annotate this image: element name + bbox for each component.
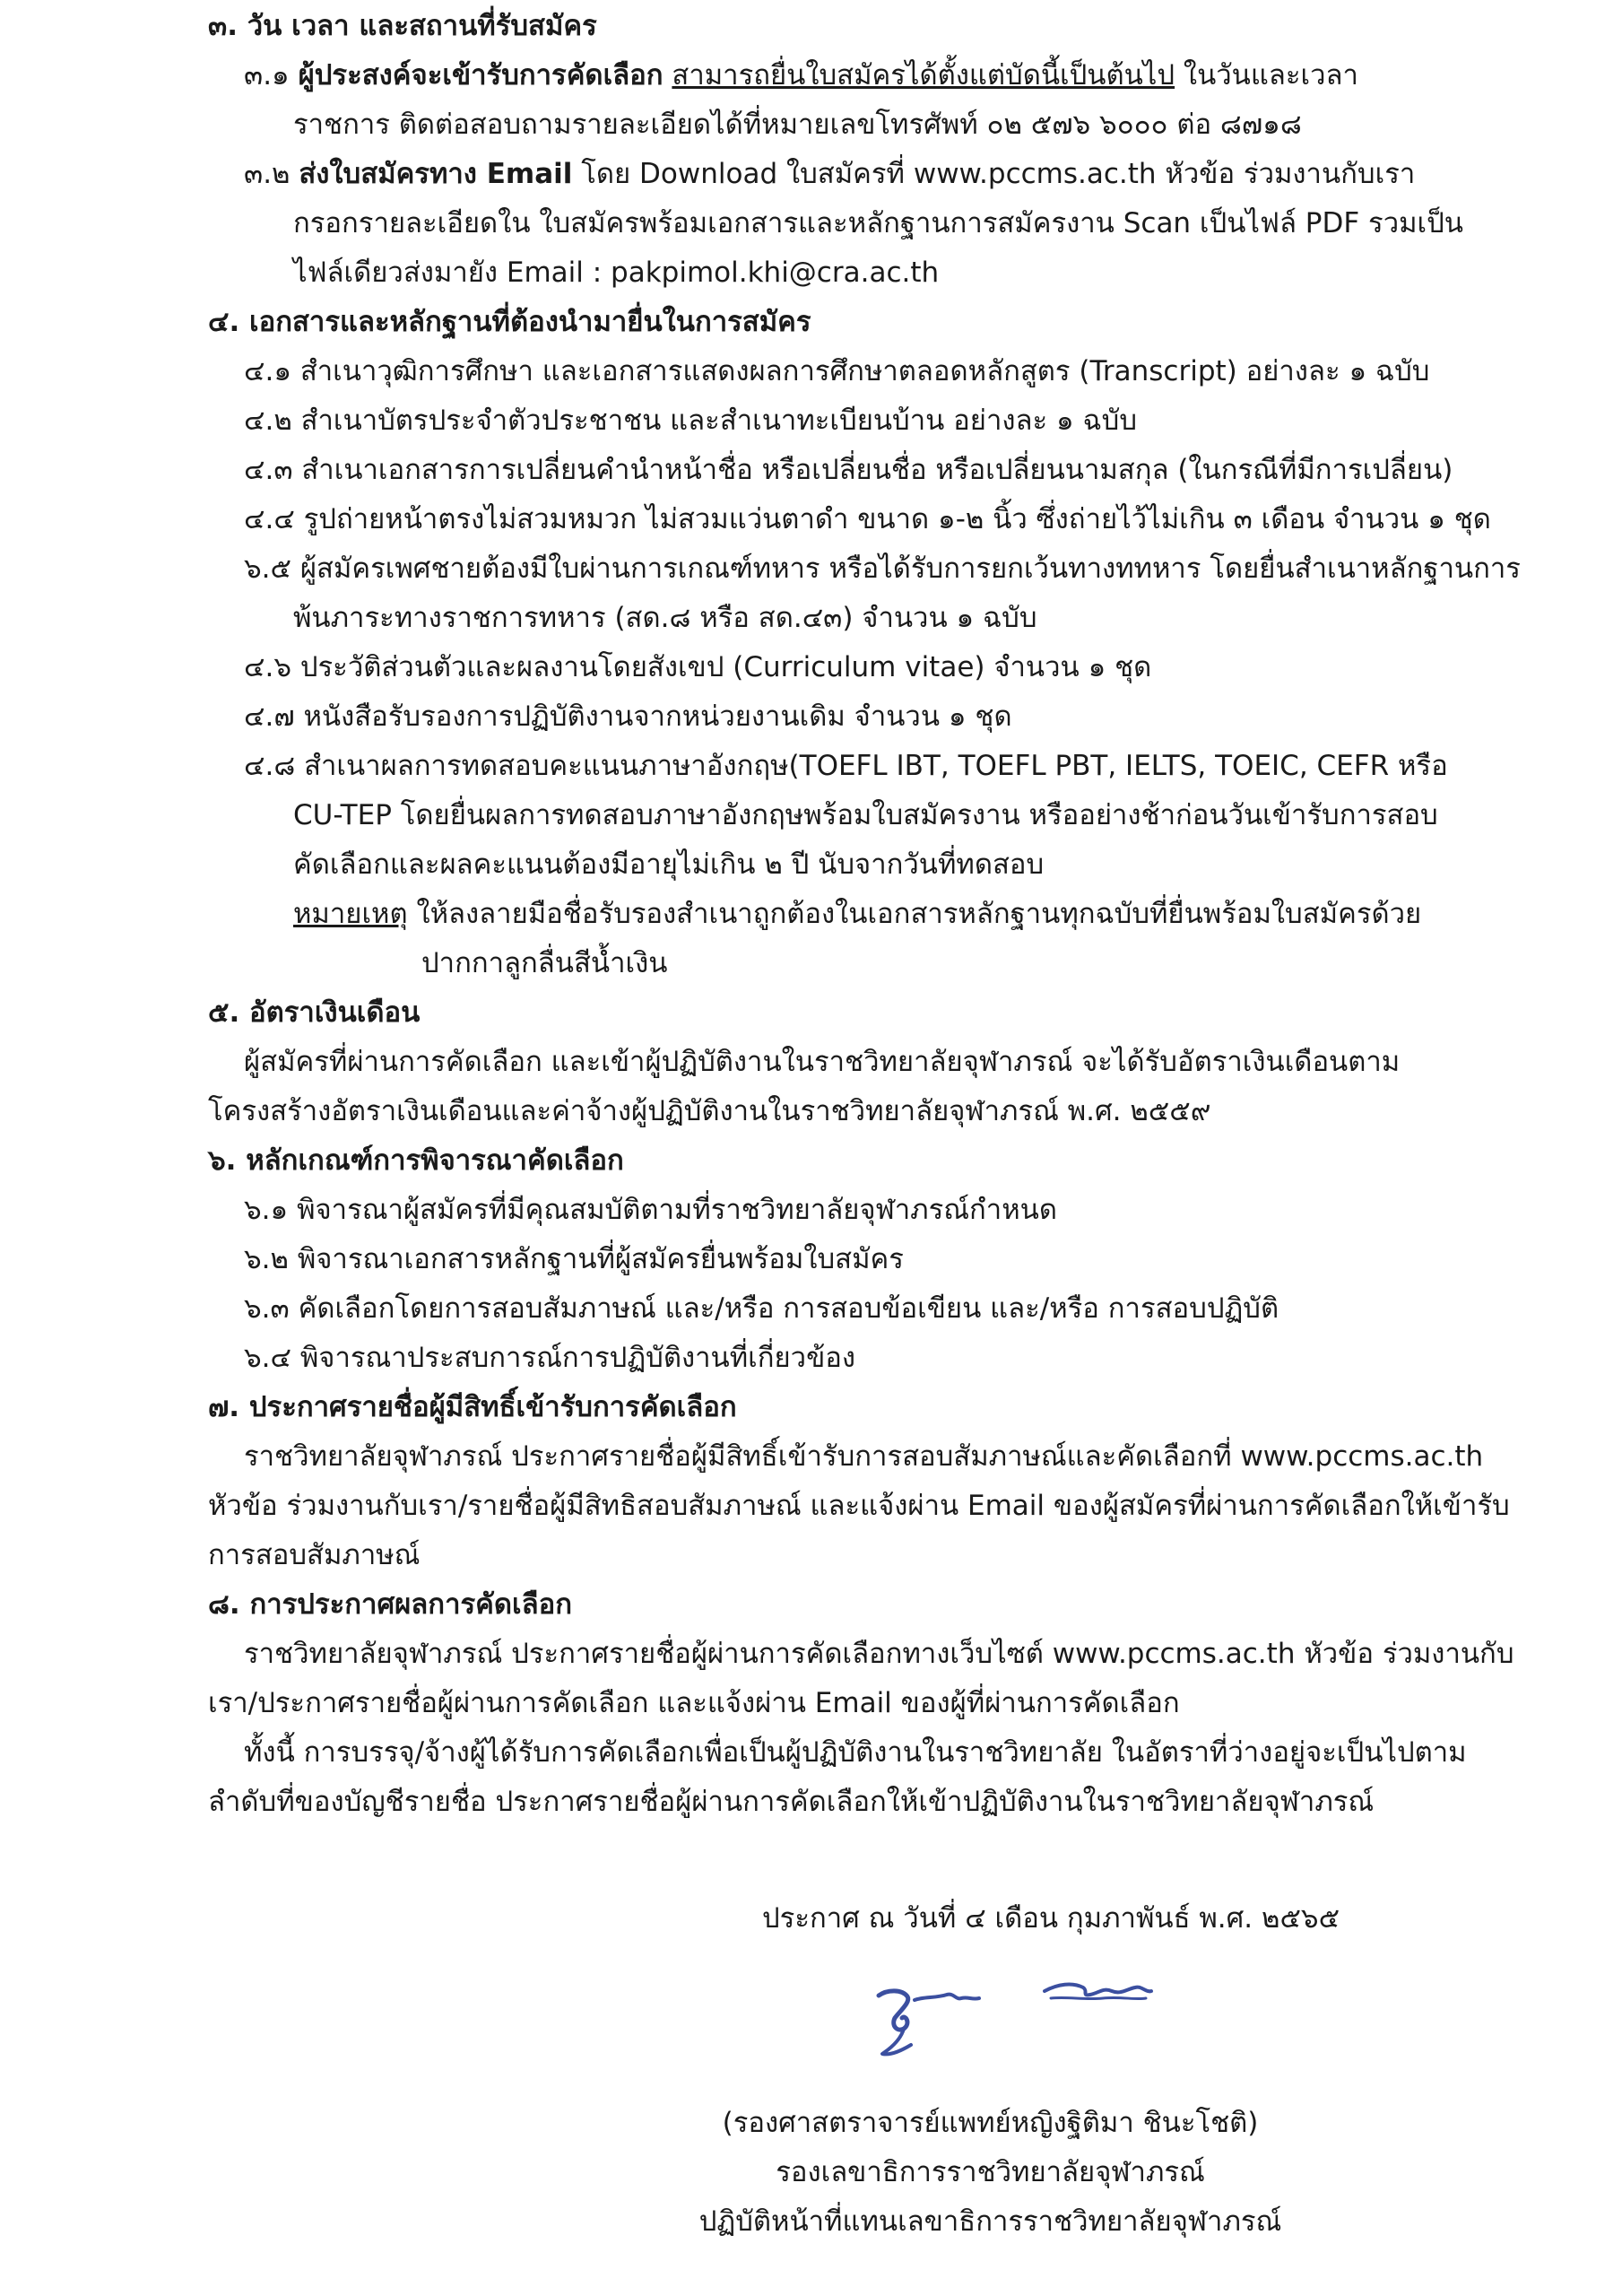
item-6-4: ๖.๔ พิจารณาประสบการณ์การปฏิบัติงานที่เกี่ยวข้อง <box>244 1342 856 1374</box>
note <box>293 890 1421 939</box>
section-5-heading: ๕. อัตราเงินเดือน <box>208 996 421 1029</box>
item-3-2-rest: โดย Download ใบสมัครที่ www.pccms.ac.th หัวข้อ ร่วมงานกับเรา <box>572 158 1416 190</box>
item-3-1-bold: ผู้ประสงค์จะเข้ารับการคัดเลือก <box>298 59 664 91</box>
section-5-paragraph-line1: ผู้สมัครที่ผ่านการคัดเลือก และเข้าผู้ปฏิบัติงานในราชวิทยาลัยจุฬาภรณ์ จะได้รับอัตราเงินเดือนตาม <box>244 1046 1401 1078</box>
section-8-paragraph-line2: เรา/ประกาศรายชื่อผู้ผ่านการคัดเลือก และแจ้งผ่าน Email ของผู้ที่ผ่านการคัดเลือก <box>208 1687 1180 1719</box>
signatory-name: (รองศาสตราจารย์แพทย์หญิงฐิติมา ชินะโชติ) <box>722 2107 1259 2139</box>
item-3-1-number: ๓.๑ <box>244 59 290 91</box>
section-8-paragraph-line1: ราชวิทยาลัยจุฬาภรณ์ ประกาศรายชื่อผู้ผ่านการคัดเลือกทางเว็บไซต์ www.pccms.ac.th หัวข้อ ร่วมงานกับ <box>244 1638 1514 1670</box>
section-7-heading: ๗. ประกาศรายชื่อผู้มีสิทธิ์เข้ารับการคัดเลือก <box>208 1391 737 1423</box>
section-6-heading: ๖. หลักเกณฑ์การพิจารณาคัดเลือก <box>208 1144 624 1177</box>
item-3-2 <box>244 150 1415 199</box>
note-line2: ปากกาลูกลื่นสีน้ำเงิน <box>421 947 668 979</box>
item-3-1 <box>244 51 1358 100</box>
section-8-paragraph-line3: ทั้งนี้ การบรรจุ/จ้างผู้ได้รับการคัดเลือกเพื่อเป็นผู้ปฏิบัติงานในราชวิทยาลัย ในอัตราที่ว่างอยู่จะเป็นไปตาม <box>244 1736 1467 1769</box>
item-3-2-number: ๓.๒ <box>244 158 291 190</box>
item-4-1: ๔.๑ สำเนาวุฒิการศึกษา และเอกสารแสดงผลการศึกษาตลอดหลักสูตร (Transcript) อย่างละ ๑ ฉบับ <box>244 355 1430 387</box>
section-7-paragraph-line1: ราชวิทยาลัยจุฬาภรณ์ ประกาศรายชื่อผู้มีสิทธิ์เข้ารับการสอบสัมภาษณ์และคัดเลือกที่ www.pccms.ac.th <box>244 1440 1484 1473</box>
item-3-1-line2: ราชการ ติดต่อสอบถามรายละเอียดได้ที่หมายเลขโทรศัพท์ ๐๒ ๕๗๖ ๖๐๐๐ ต่อ ๘๗๑๘ <box>293 109 1302 141</box>
signatory-position-line1: รองเลขาธิการราชวิทยาลัยจุฬาภรณ์ <box>776 2156 1205 2188</box>
signatory-position-line2: ปฏิบัติหน้าที่แทนเลขาธิการราชวิทยาลัยจุฬาภรณ์ <box>698 2205 1282 2238</box>
section-7-paragraph-line2: หัวข้อ ร่วมงานกับเรา/รายชื่อผู้มีสิทธิสอบสัมภาษณ์ และแจ้งผ่าน Email ของผู้สมัครที่ผ่านการคัดเลือกให้เข้ารับ <box>208 1490 1510 1522</box>
item-3-2-line3: ไฟล์เดียวส่งมายัง Email : pakpimol.khi@cra.ac.th <box>293 257 940 289</box>
item-4-5-line2: พ้นภาระทางราชการทหาร (สด.๘ หรือ สด.๔๓) จำนวน ๑ ฉบับ <box>293 602 1037 634</box>
item-4-6: ๔.๖ ประวัติส่วนตัวและผลงานโดยสังเขป (Curriculum vitae) จำนวน ๑ ชุด <box>244 651 1152 683</box>
item-4-2: ๔.๒ สำเนาบัตรประจำตัวประชาชน และสำเนาทะเบียนบ้าน อย่างละ ๑ ฉบับ <box>244 404 1138 437</box>
item-4-3: ๔.๓ สำเนาเอกสารการเปลี่ยนคำนำหน้าชื่อ หรือเปลี่ยนชื่อ หรือเปลี่ยนนามสกุล (ในกรณีที่มีการเปลี่ยน) <box>244 454 1453 486</box>
note-text: ให้ลงลายมือชื่อรับรองสำเนาถูกต้องในเอกสารหลักฐานทุกฉบับที่ยื่นพร้อมใบสมัครด้วย <box>407 898 1422 930</box>
section-4-heading: ๔. เอกสารและหลักฐานที่ต้องนำมายื่นในการสมัคร <box>208 306 811 338</box>
item-3-1-rest: ในวันและเวลา <box>1175 59 1358 91</box>
section-8-paragraph-line4: ลำดับที่ของบัญชีรายชื่อ ประกาศรายชื่อผู้ผ่านการคัดเลือกให้เข้าปฏิบัติงานในราชวิทยาลัยจุฬาภรณ์ <box>208 1786 1375 1818</box>
item-3-2-line2: กรอกรายละเอียดใน ใบสมัครพร้อมเอกสารและหลักฐานการสมัครงาน Scan เป็นไฟล์ PDF รวมเป็น <box>293 207 1463 239</box>
item-4-4: ๔.๔ รูปถ่ายหน้าตรงไม่สวมหมวก ไม่สวมแว่นตาดำ ขนาด ๑-๒ นิ้ว ซึ่งถ่ายไว้ไม่เกิน ๓ เดือน จำนวน ๑ ชุด <box>244 503 1491 535</box>
item-4-8: ๔.๘ สำเนาผลการทดสอบคะแนนภาษาอังกฤษ(TOEFL IBT, TOEFL PBT, IELTS, TOEIC, CEFR หรือ <box>244 750 1448 782</box>
item-3-2-bold: ส่งใบสมัครทาง Email <box>299 158 573 190</box>
item-4-8-line3: คัดเลือกและผลคะแนนต้องมีอายุไม่เกิน ๒ ปี นับจากวันที่ทดสอบ <box>293 848 1045 881</box>
section-5-paragraph-line2: โครงสร้างอัตราเงินเดือนและค่าจ้างผู้ปฏิบัติงานในราชวิทยาลัยจุฬาภรณ์ พ.ศ. ๒๕๕๙ <box>208 1095 1211 1127</box>
section-3-heading: ๓. วัน เวลา และสถานที่รับสมัคร <box>208 10 597 42</box>
announcement-date: ประกาศ ณ วันที่ ๔ เดือน กุมภาพันธ์ พ.ศ. ๒๕๖๕ <box>762 1902 1340 1935</box>
item-6-2: ๖.๒ พิจารณาเอกสารหลักฐานที่ผู้สมัครยื่นพร้อมใบสมัคร <box>244 1243 904 1275</box>
item-6-1: ๖.๑ พิจารณาผู้สมัครที่มีคุณสมบัติตามที่ราชวิทยาลัยจุฬาภรณ์กำหนด <box>244 1194 1057 1226</box>
section-8-heading: ๘. การประกาศผลการคัดเลือก <box>208 1588 572 1621</box>
section-7-paragraph-line3: การสอบสัมภาษณ์ <box>208 1539 421 1571</box>
item-3-1-underline: สามารถยื่นใบสมัครได้ตั้งแต่บัดนี้เป็นต้นไป <box>672 59 1175 91</box>
item-4-7: ๔.๗ หนังสือรับรองการปฏิบัติงานจากหน่วยงานเดิม จำนวน ๑ ชุด <box>244 700 1012 733</box>
note-label: หมายเหตุ <box>293 898 408 930</box>
item-4-8-line2: CU-TEP โดยยื่นผลการทดสอบภาษาอังกฤษพร้อมใบสมัครงาน หรืออย่างช้าก่อนวันเข้ารับการสอบ <box>293 799 1438 831</box>
item-4-5: ๖.๕ ผู้สมัครเพศชายต้องมีใบผ่านการเกณฑ์ทหาร หรือได้รับการยกเว้นทางททหาร โดยยื่นสำเนาหลักฐานการ <box>244 552 1521 585</box>
item-6-3: ๖.๓ คัดเลือกโดยการสอบสัมภาษณ์ และ/หรือ การสอบข้อเขียน และ/หรือ การสอบปฏิบัติ <box>244 1292 1279 1325</box>
signature-image <box>861 1964 1184 2072</box>
